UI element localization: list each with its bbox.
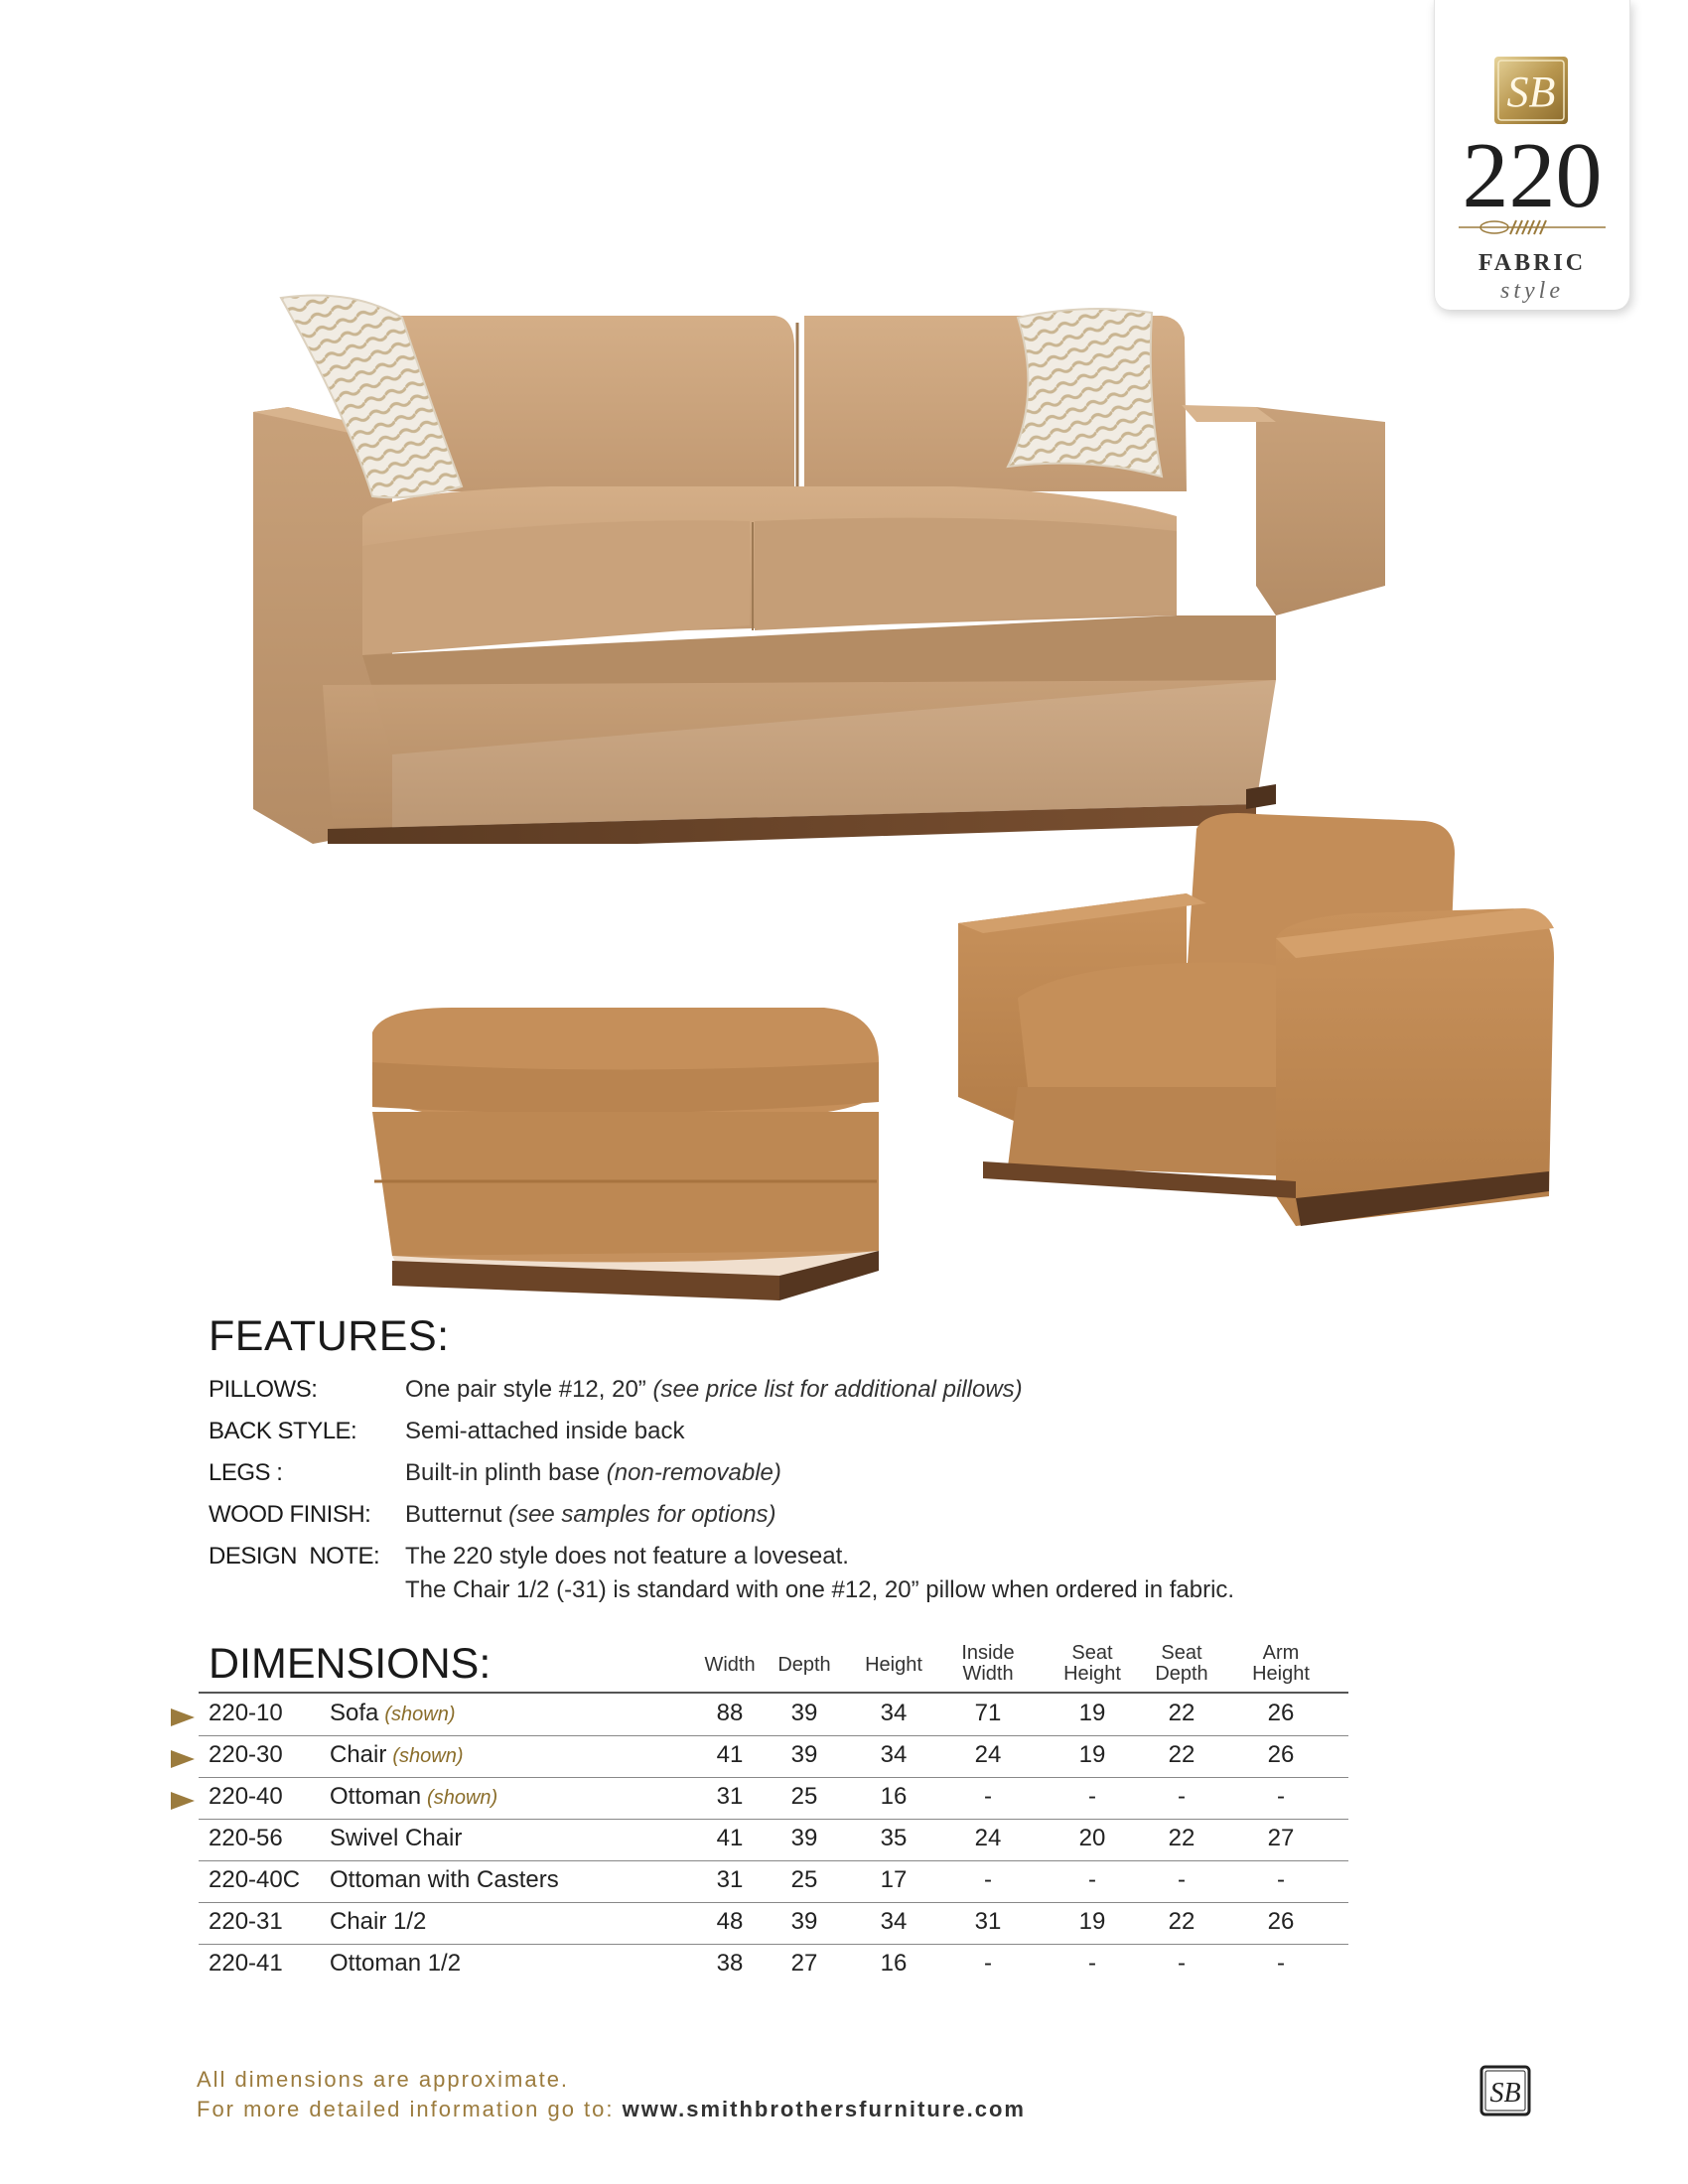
dimensions-heading: DIMENSIONS: <box>209 1640 492 1688</box>
sb-monogram-icon <box>1479 2065 1531 2116</box>
feature-value-wood-finish <box>405 1501 776 1529</box>
dimension-value: 16 <box>880 1950 908 1977</box>
dimension-value: 27 <box>1267 1825 1295 1851</box>
column-header-line2: Width <box>962 1663 1014 1685</box>
dimension-value: 41 <box>716 1825 744 1851</box>
svg-text:SB: SB <box>1506 68 1556 116</box>
model-name <box>330 1700 456 1727</box>
dimension-value: - <box>1178 1783 1186 1810</box>
dimension-value: 25 <box>790 1783 818 1810</box>
table-divider <box>199 1692 1348 1694</box>
feature-text: One pair style #12, 20” <box>405 1376 646 1403</box>
model-name-text: Ottoman <box>330 1783 422 1810</box>
feature-value-back-style: Semi-attached inside back <box>405 1418 685 1444</box>
column-header-line2: Height <box>1063 1663 1121 1685</box>
model-name <box>330 1866 559 1894</box>
row-divider <box>199 1819 1348 1820</box>
feature-value-design-note-2: The Chair 1/2 (-31) is standard with one #12, 20” pillow when ordered in fabric. <box>405 1576 1235 1603</box>
dimension-value: 20 <box>1078 1825 1106 1851</box>
model-name-text: Ottoman 1/2 <box>330 1950 462 1977</box>
footer-info <box>197 2097 1026 2122</box>
style-label: style <box>1500 278 1564 304</box>
dimension-value: 39 <box>790 1908 818 1935</box>
column-header-line2: Depth <box>1155 1663 1208 1685</box>
feature-label-pillows: PILLOWS: <box>209 1376 318 1403</box>
feature-note: (see price list for additional pillows) <box>652 1376 1023 1403</box>
dimension-value: 31 <box>716 1866 744 1893</box>
row-divider <box>199 1902 1348 1903</box>
feature-note: (see samples for options) <box>508 1501 776 1528</box>
feature-label-legs: LEGS : <box>209 1459 283 1486</box>
dimension-value: 26 <box>1267 1741 1295 1768</box>
dimension-value: - <box>1277 1866 1285 1893</box>
row-divider <box>199 1735 1348 1736</box>
dimension-value: 39 <box>790 1741 818 1768</box>
website-link[interactable]: www.smithbrothersfurniture.com <box>622 2097 1026 2121</box>
feature-value-design-note: The 220 style does not feature a loveseat. <box>405 1543 849 1570</box>
dimension-value: 34 <box>880 1741 908 1768</box>
feature-value-pillows <box>405 1376 1023 1404</box>
dimension-value: - <box>1178 1866 1186 1893</box>
model-name <box>330 1950 461 1978</box>
dimension-value: 22 <box>1168 1908 1196 1935</box>
dimension-value: 41 <box>716 1741 744 1768</box>
shown-arrow-icon <box>171 1792 195 1810</box>
dimension-value: 16 <box>880 1783 908 1810</box>
dimension-value: - <box>1277 1950 1285 1977</box>
column-header <box>1137 1643 1226 1685</box>
column-header <box>1048 1643 1137 1685</box>
column-header <box>1236 1643 1326 1685</box>
feature-label-back-style: BACK STYLE: <box>209 1418 357 1444</box>
svg-text:SB: SB <box>1489 2078 1521 2109</box>
feature-note: (non-removable) <box>606 1459 781 1486</box>
dimension-value: 22 <box>1168 1825 1196 1851</box>
style-number: 220 <box>1462 124 1603 227</box>
dimension-value: 19 <box>1078 1700 1106 1726</box>
dimension-value: 34 <box>880 1908 908 1935</box>
style-badge <box>1434 0 1630 310</box>
sb-monogram-icon <box>1492 55 1570 126</box>
column-header-line1: Depth <box>777 1654 831 1676</box>
column-header-line1: Arm <box>1262 1642 1300 1664</box>
feature-label-design-note: DESIGN NOTE: <box>209 1543 380 1570</box>
feature-text: Built-in plinth base <box>405 1459 601 1486</box>
dimension-value: - <box>984 1950 992 1977</box>
row-divider <box>199 1777 1348 1778</box>
dimension-value: 38 <box>716 1950 744 1977</box>
dimension-value: - <box>1088 1783 1096 1810</box>
column-header <box>760 1655 849 1676</box>
features-heading: FEATURES: <box>209 1312 450 1360</box>
dimension-value: 71 <box>974 1700 1002 1726</box>
model-code: 220-30 <box>209 1741 283 1768</box>
row-divider <box>199 1944 1348 1945</box>
dimension-value: 26 <box>1267 1700 1295 1726</box>
model-name-text: Ottoman with Casters <box>330 1866 559 1893</box>
model-name <box>330 1783 497 1811</box>
dimension-value: 24 <box>974 1825 1002 1851</box>
dimension-value: - <box>1277 1783 1285 1810</box>
dimension-value: 27 <box>790 1950 818 1977</box>
dimension-value: 19 <box>1078 1741 1106 1768</box>
shown-note: (shown) <box>384 1704 456 1725</box>
column-header-line2: Height <box>1252 1663 1310 1685</box>
shown-note: (shown) <box>392 1745 464 1767</box>
shown-arrow-icon <box>171 1750 195 1768</box>
model-code: 220-10 <box>209 1700 283 1726</box>
model-code: 220-56 <box>209 1825 283 1851</box>
model-name <box>330 1908 426 1936</box>
dimension-value: 25 <box>790 1866 818 1893</box>
column-header-line1: Inside <box>961 1642 1015 1664</box>
dimension-value: 26 <box>1267 1908 1295 1935</box>
dimension-value: 31 <box>716 1783 744 1810</box>
dimension-value: 35 <box>880 1825 908 1851</box>
dimension-value: 39 <box>790 1825 818 1851</box>
sofa-photo <box>253 288 1385 844</box>
fabric-label: FABRIC <box>1477 250 1587 276</box>
column-header <box>943 1643 1033 1685</box>
model-name-text: Chair <box>330 1741 387 1768</box>
model-code: 220-31 <box>209 1908 283 1935</box>
dimension-value: - <box>984 1866 992 1893</box>
dimension-value: 22 <box>1168 1700 1196 1726</box>
footer-disclaimer: All dimensions are approximate. <box>197 2067 570 2092</box>
dimension-value: - <box>984 1783 992 1810</box>
model-name <box>330 1825 462 1852</box>
dimension-value: - <box>1088 1950 1096 1977</box>
column-header-line1: Height <box>865 1654 922 1676</box>
model-name-text: Sofa <box>330 1700 379 1726</box>
column-header-line1: Width <box>704 1654 756 1676</box>
model-code: 220-40 <box>209 1783 283 1810</box>
feature-value-legs <box>405 1459 781 1487</box>
dimension-value: - <box>1178 1950 1186 1977</box>
model-name <box>330 1741 464 1769</box>
feature-text: Butternut <box>405 1501 502 1528</box>
dimension-value: 34 <box>880 1700 908 1726</box>
model-code: 220-41 <box>209 1950 283 1977</box>
shown-note: (shown) <box>427 1787 498 1809</box>
shown-arrow-icon <box>171 1708 195 1726</box>
column-header <box>849 1655 938 1676</box>
dimension-value: 88 <box>716 1700 744 1726</box>
chair-photo <box>958 809 1554 1266</box>
flourish-ornament <box>1455 216 1610 238</box>
row-divider <box>199 1860 1348 1861</box>
dimension-value: - <box>1088 1866 1096 1893</box>
dimension-value: 19 <box>1078 1908 1106 1935</box>
footer-info-prefix: For more detailed information go to: <box>197 2097 623 2121</box>
column-header-line1: Seat <box>1161 1642 1202 1664</box>
dimension-value: 24 <box>974 1741 1002 1768</box>
dimension-value: 39 <box>790 1700 818 1726</box>
feature-label-wood-finish: WOOD FINISH: <box>209 1501 371 1528</box>
dimension-value: 17 <box>880 1866 908 1893</box>
dimension-value: 22 <box>1168 1741 1196 1768</box>
ottoman-photo <box>362 1003 889 1310</box>
dimension-value: 48 <box>716 1908 744 1935</box>
model-name-text: Chair 1/2 <box>330 1908 427 1935</box>
model-code: 220-40C <box>209 1866 301 1893</box>
column-header-line1: Seat <box>1071 1642 1113 1664</box>
model-name-text: Swivel Chair <box>330 1825 463 1851</box>
dimension-value: 31 <box>974 1908 1002 1935</box>
